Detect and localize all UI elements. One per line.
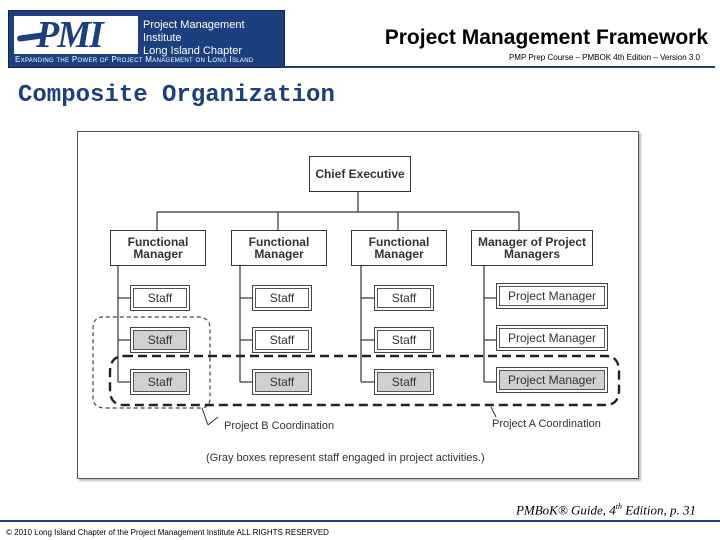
functional-manager-3-box: Functional Manager bbox=[351, 230, 447, 266]
header-rule bbox=[283, 66, 715, 68]
project-manager-box: Project Manager bbox=[496, 283, 608, 309]
logo-org-line1: Project Management Institute bbox=[143, 19, 245, 44]
citation-suffix: Edition, p. 31 bbox=[621, 502, 696, 518]
page-subtitle: PMP Prep Course – PMBOK 4th Edition – Version 3.0 bbox=[508, 53, 700, 62]
logo-tagline: Expanding the Power of Project Management on Long Island bbox=[15, 55, 254, 64]
functional-manager-1-box: Functional Manager bbox=[110, 230, 206, 266]
staff-box: Staff bbox=[374, 285, 434, 311]
pmi-logo bbox=[8, 10, 285, 68]
project-manager-box: Project Manager bbox=[496, 325, 608, 351]
logo-org-line2: Long Island Chapter bbox=[143, 45, 243, 57]
gray-boxes-note: (Gray boxes represent staff engaged in project activities.) bbox=[206, 452, 485, 464]
citation-prefix: PMBoK® Guide, 4 bbox=[515, 502, 616, 518]
copyright-notice: © 2010 Long Island Chapter of the Project Management Institute ALL RIGHTS RESERVED bbox=[6, 528, 329, 537]
project-b-coordination-label: Project B Coordination bbox=[224, 420, 335, 432]
project-manager-box-gray: Project Manager bbox=[496, 367, 608, 393]
footer-rule bbox=[0, 520, 720, 522]
staff-box: Staff bbox=[252, 327, 312, 353]
staff-box: Staff bbox=[130, 285, 190, 311]
staff-box-gray: Staff bbox=[130, 369, 190, 395]
org-chart-frame bbox=[77, 131, 639, 479]
functional-manager-2-box: Functional Manager bbox=[231, 230, 327, 266]
pmi-letters: PMI bbox=[36, 14, 102, 56]
staff-box: Staff bbox=[252, 285, 312, 311]
staff-box: Staff bbox=[374, 327, 434, 353]
project-a-coordination-label: Project A Coordination bbox=[492, 418, 601, 430]
pmi-logo-mark bbox=[14, 16, 138, 54]
logo-org-name bbox=[143, 19, 284, 58]
page-title: Project Management Framework bbox=[384, 26, 708, 49]
staff-box-gray: Staff bbox=[252, 369, 312, 395]
source-citation bbox=[516, 502, 696, 518]
citation-sup: th bbox=[615, 502, 622, 511]
slide-heading: Composite Organization bbox=[18, 82, 335, 109]
manager-of-project-managers-box: Manager of Project Managers bbox=[471, 230, 593, 266]
staff-box-gray: Staff bbox=[130, 327, 190, 353]
staff-box-gray: Staff bbox=[374, 369, 434, 395]
chief-executive-box: Chief Executive bbox=[309, 156, 411, 192]
